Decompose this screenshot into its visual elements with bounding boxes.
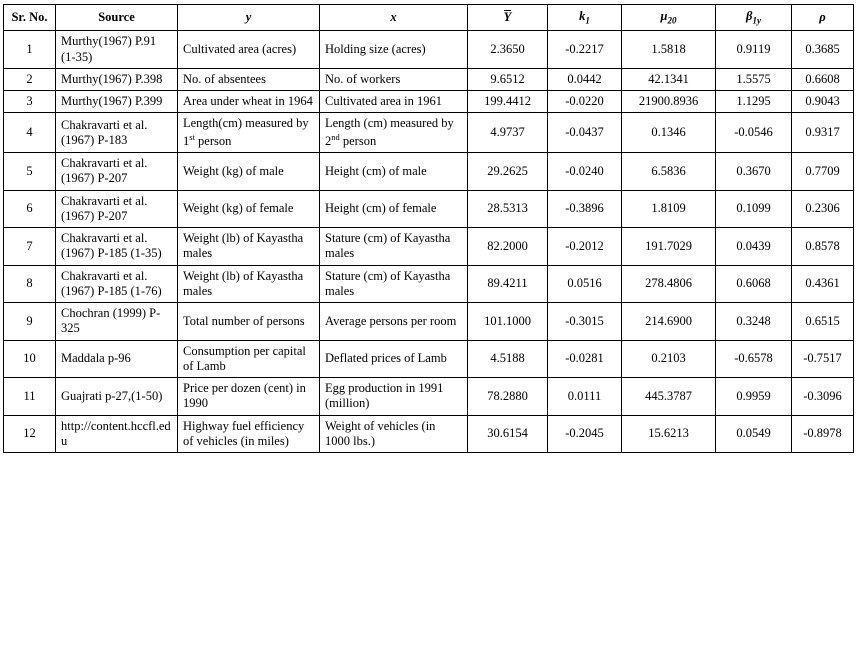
cell-sr-no: 11 [4, 378, 56, 416]
cell-x-variable: No. of workers [320, 68, 468, 90]
cell-y-bar: 4.9737 [468, 113, 548, 153]
cell-mu20: 1.8109 [622, 190, 716, 228]
cell-source: Murthy(1967) P.91 (1-35) [56, 31, 178, 69]
cell-source: Guajrati p-27,(1-50) [56, 378, 178, 416]
cell-sr-no: 10 [4, 340, 56, 378]
cell-mu20: 1.5818 [622, 31, 716, 69]
cell-k1: -0.0240 [548, 153, 622, 191]
cell-y-bar: 89.4211 [468, 265, 548, 303]
cell-y-variable: Weight (lb) of Kayastha males [178, 265, 320, 303]
cell-y-variable: Weight (kg) of female [178, 190, 320, 228]
cell-y-variable: Total number of persons [178, 303, 320, 341]
cell-y-bar: 9.6512 [468, 68, 548, 90]
cell-beta1y: 0.1099 [716, 190, 792, 228]
k-symbol: k [579, 9, 586, 23]
cell-beta1y: 1.1295 [716, 91, 792, 113]
cell-x-variable: Holding size (acres) [320, 31, 468, 69]
cell-sr-no: 6 [4, 190, 56, 228]
column-header-beta1y [716, 5, 792, 31]
column-header-x: x [320, 5, 468, 31]
cell-rho: -0.8978 [792, 415, 854, 453]
cell-beta1y: 0.0439 [716, 228, 792, 266]
cell-sr-no: 8 [4, 265, 56, 303]
cell-y-variable: Weight (kg) of male [178, 153, 320, 191]
cell-x-variable: Average persons per room [320, 303, 468, 341]
cell-mu20: 191.7029 [622, 228, 716, 266]
cell-x-variable: Height (cm) of male [320, 153, 468, 191]
cell-y-variable: Area under wheat in 1964 [178, 91, 320, 113]
cell-x-variable: Egg production in 1991 (million) [320, 378, 468, 416]
cell-y-variable: No. of absentees [178, 68, 320, 90]
cell-source: Maddala p-96 [56, 340, 178, 378]
table-row [4, 190, 854, 228]
cell-mu20: 0.2103 [622, 340, 716, 378]
table-row [4, 153, 854, 191]
cell-mu20: 445.3787 [622, 378, 716, 416]
table-header [4, 5, 854, 31]
cell-k1: -0.3896 [548, 190, 622, 228]
cell-x-variable: Stature (cm) of Kayastha males [320, 265, 468, 303]
mu-symbol: μ [660, 9, 668, 23]
cell-beta1y: 0.6068 [716, 265, 792, 303]
cell-rho: 0.6608 [792, 68, 854, 90]
cell-rho: 0.2306 [792, 190, 854, 228]
cell-x-variable: Stature (cm) of Kayastha males [320, 228, 468, 266]
cell-k1: -0.2045 [548, 415, 622, 453]
cell-k1: 0.0516 [548, 265, 622, 303]
column-header-k1 [548, 5, 622, 31]
cell-x-variable: Length (cm) measured by 2nd person [320, 113, 468, 153]
cell-rho: 0.6515 [792, 303, 854, 341]
cell-beta1y: 0.9959 [716, 378, 792, 416]
cell-rho: 0.7709 [792, 153, 854, 191]
cell-mu20: 6.5836 [622, 153, 716, 191]
cell-y-variable: Length(cm) measured by 1st person [178, 113, 320, 153]
cell-source: Chakravarti et al.(1967) P-185 (1-35) [56, 228, 178, 266]
beta-subscript: 1y [752, 15, 761, 26]
cell-rho: 0.9043 [792, 91, 854, 113]
cell-k1: -0.2217 [548, 31, 622, 69]
cell-sr-no: 12 [4, 415, 56, 453]
cell-y-bar: 4.5188 [468, 340, 548, 378]
cell-beta1y: 0.3248 [716, 303, 792, 341]
table-row [4, 68, 854, 90]
cell-k1: -0.0281 [548, 340, 622, 378]
cell-rho: 0.8578 [792, 228, 854, 266]
cell-mu20: 278.4806 [622, 265, 716, 303]
cell-y-bar: 78.2880 [468, 378, 548, 416]
cell-beta1y: -0.6578 [716, 340, 792, 378]
cell-source: Chochran (1999) P-325 [56, 303, 178, 341]
cell-beta1y: -0.0546 [716, 113, 792, 153]
cell-rho: 0.9317 [792, 113, 854, 153]
cell-mu20: 21900.8936 [622, 91, 716, 113]
table-row [4, 303, 854, 341]
cell-sr-no: 7 [4, 228, 56, 266]
cell-y-variable: Cultivated area (acres) [178, 31, 320, 69]
column-header-y: y [178, 5, 320, 31]
cell-sr-no: 3 [4, 91, 56, 113]
cell-source: Chakravarti et al.(1967) P-207 [56, 153, 178, 191]
table-row [4, 228, 854, 266]
cell-y-bar: 28.5313 [468, 190, 548, 228]
table-row [4, 415, 854, 453]
cell-source: Chakravarti et al.(1967) P-183 [56, 113, 178, 153]
cell-k1: -0.2012 [548, 228, 622, 266]
cell-beta1y: 0.0549 [716, 415, 792, 453]
cell-beta1y: 1.5575 [716, 68, 792, 90]
cell-mu20: 0.1346 [622, 113, 716, 153]
table-body [4, 31, 854, 453]
cell-y-variable: Highway fuel efficiency of vehicles (in miles) [178, 415, 320, 453]
cell-mu20: 15.6213 [622, 415, 716, 453]
cell-k1: 0.0442 [548, 68, 622, 90]
column-header-rho [792, 5, 854, 31]
cell-x-variable: Weight of vehicles (in 1000 lbs.) [320, 415, 468, 453]
table-row [4, 378, 854, 416]
cell-y-bar: 82.2000 [468, 228, 548, 266]
cell-sr-no: 1 [4, 31, 56, 69]
beta-symbol: β [746, 9, 753, 23]
cell-y-variable: Consumption per capital of Lamb [178, 340, 320, 378]
cell-beta1y: 0.9119 [716, 31, 792, 69]
column-header-y-bar [468, 5, 548, 31]
table-row [4, 265, 854, 303]
cell-source: Chakravarti et al.(1967) P-185 (1-76) [56, 265, 178, 303]
k-subscript: 1 [585, 15, 590, 26]
cell-y-bar: 30.6154 [468, 415, 548, 453]
cell-rho: 0.3685 [792, 31, 854, 69]
cell-x-variable: Cultivated area in 1961 [320, 91, 468, 113]
cell-rho: -0.7517 [792, 340, 854, 378]
cell-source: Chakravarti et al.(1967) P-207 [56, 190, 178, 228]
cell-rho: 0.4361 [792, 265, 854, 303]
cell-source: http://content.hccfl.edu [56, 415, 178, 453]
table-row [4, 113, 854, 153]
cell-mu20: 214.6900 [622, 303, 716, 341]
cell-y-bar: 199.4412 [468, 91, 548, 113]
cell-beta1y: 0.3670 [716, 153, 792, 191]
column-header-mu20 [622, 5, 716, 31]
cell-mu20: 42.1341 [622, 68, 716, 90]
table-header-row [4, 5, 854, 31]
cell-y-bar: 29.2625 [468, 153, 548, 191]
cell-k1: -0.0437 [548, 113, 622, 153]
mu-subscript: 20 [667, 15, 677, 26]
cell-sr-no: 9 [4, 303, 56, 341]
cell-source: Murthy(1967) P.398 [56, 68, 178, 90]
cell-y-variable: Price per dozen (cent) in 1990 [178, 378, 320, 416]
cell-sr-no: 4 [4, 113, 56, 153]
cell-y-variable: Weight (lb) of Kayastha males [178, 228, 320, 266]
cell-sr-no: 5 [4, 153, 56, 191]
cell-x-variable: Height (cm) of female [320, 190, 468, 228]
cell-x-variable: Deflated prices of Lamb [320, 340, 468, 378]
y-bar-symbol: Y [503, 10, 512, 25]
cell-k1: -0.0220 [548, 91, 622, 113]
cell-y-bar: 2.3650 [468, 31, 548, 69]
table-row [4, 91, 854, 113]
table-row [4, 31, 854, 69]
cell-y-bar: 101.1000 [468, 303, 548, 341]
column-header-source: Source [56, 5, 178, 31]
cell-k1: -0.3015 [548, 303, 622, 341]
column-header-sr-no: Sr. No. [4, 5, 56, 31]
cell-rho: -0.3096 [792, 378, 854, 416]
rho-symbol: ρ [819, 10, 826, 25]
cell-sr-no: 2 [4, 68, 56, 90]
statistics-table [3, 4, 854, 453]
cell-source: Murthy(1967) P.399 [56, 91, 178, 113]
table-row [4, 340, 854, 378]
cell-k1: 0.0111 [548, 378, 622, 416]
